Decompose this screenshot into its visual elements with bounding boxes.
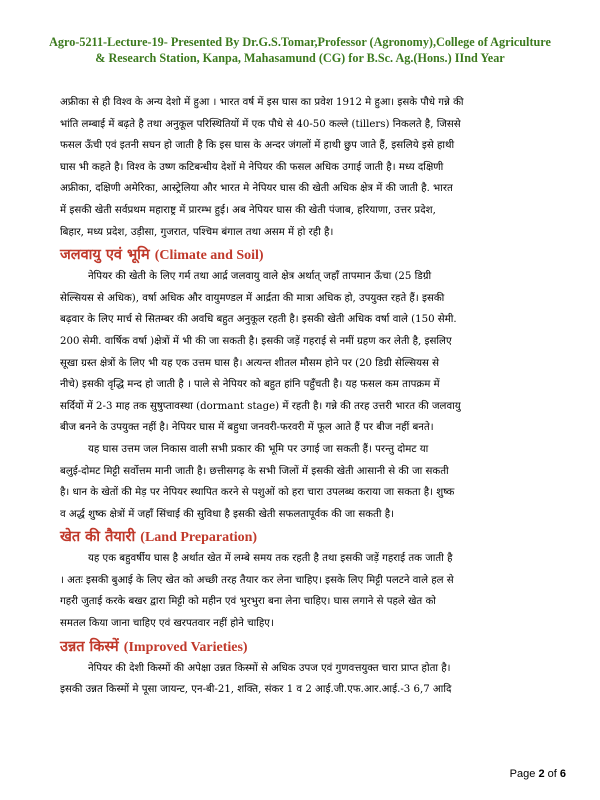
text-line: गहरी जुताई करके बखर द्वारा मिट्टी को महीन एवं भुरभुरा बना लेना चाहिए। घास लगाने से पहले खेत को [60,596,436,608]
heading-hindi: उन्नत किस्में [60,637,119,655]
page-number [510,768,566,780]
section-heading-climate [60,243,560,266]
heading-hindi: जलवायु एवं भूमि [60,246,150,264]
climate-paragraph-2 [60,439,560,525]
text-line: है। धान के खेतों की मेड़ पर नेपियर स्थापित करने से पशुओं को हरा चारा उपलब्ध कराया जा सकता है। शुष्क [60,487,455,499]
climate-paragraph-1 [60,266,560,439]
text-line: सेल्सियस से अधिक), वर्षा अधिक और वायुमण्डल में आर्द्रता की मात्रा अधिक हो, उपयुक्त रहते हैं। इसकी [60,292,445,304]
heading-hindi: खेत की तैयारी [60,528,136,546]
heading-english: (Climate and Soil) [154,248,264,264]
header-line-1: Agro-5211-Lecture-19- Presented By Dr.G.S.Tomar,Professor (Agronomy),College of Agriculture [49,35,551,49]
page-label: Page [509,768,536,780]
of-label: of [547,768,557,780]
text-line: में इसकी खेती सर्वप्रथम महाराष्ट्र में प्रारम्भ हुई। अब नेपियर घास की खेती पंजाब, हरियाणा, उत्तर प्रदेश, [60,204,436,216]
document-header [30,34,570,66]
text-line: इसकी उन्नत किस्मों मे पूसा जायन्ट, एन-बी-21, शक्ति, संकर 1 व 2 आई.जी.एफ.आर.आई.-3 6,7 आदि [60,684,452,696]
text-line: यह घास उत्तम जल निकास वाली सभी प्रकार की भूमि पर उगाई जा सकती हैं। परन्तु दोमट या [88,443,429,455]
text-line: बिहार, मध्य प्रदेश, उड़ीसा, गुजरात, पश्चिम बंगाल तथा असम में हो रही है। [60,226,334,238]
text-line: नीचे) इसकी वृद्धि मन्द हो जाती है । पाले से नेपियर को बहुत हांनि पहुँचती है। यह फसल कम तापक्रम में [60,379,440,391]
text-line: व अर्द्ध शुष्क क्षेत्रों में जहाँ सिंचाई की सुविधा है इसकी खेती सफलतापूर्वक की जा सकती है। [60,508,394,520]
land-paragraph [60,548,560,634]
text-line: घास भी कहते है। विश्व के उष्ण कटिबन्धीय देशों मे नेपियर की फसल अधिक उगाई जाती है। मध्य दक्षिणी [60,161,444,173]
text-line: 200 सेमी. वार्षिक वर्षा )क्षेत्रों में भी की जा सकती है। इसकी जड़ें गहराई से नमीं ग्रहण कर लेती है, इसलिए [60,335,452,347]
heading-english: (Land Preparation) [140,530,258,546]
text-line: नेपियर की खेती के लिए गर्म तथा आर्द्र जलवायु वाले क्षेत्र अर्थात् जहाँ तापमान ऊँचा (25 डिग्री [88,271,432,283]
heading-english: (Improved Varieties) [123,639,248,655]
intro-paragraph [60,92,560,243]
text-line: । अतः इसकी बुआई के लिए खेत को अच्छी तरह तैयार कर लेना चाहिए। इसके लिए मिट्टी पलटने वाले हल से [60,574,454,586]
text-line: अफ्रीका से ही विश्व के अन्य देशो में हुआ । भारत वर्ष में इस घास का प्रवेश 1912 मे हुआ। इसके पौधे गन्ने की [60,97,464,108]
total-pages: 6 [559,768,566,780]
text-line: सूखा ग्रस्त क्षेत्रों के लिए भी यह एक उत्तम घास है। अत्यन्त शीतल मौसम होने पर (20 डिग्री सेल्सियस से [60,357,440,369]
current-page: 2 [538,768,545,780]
text-line: बलुई-दोमट मिट्टी सर्वोत्तम मानी जाती है। छत्तीसगढ़ के सभी जिलों में इसकी खेती आसानी से की जा सकती [60,465,449,477]
text-line: नेपियर की देशी किस्मों की अपेक्षा उन्नत किस्मों से अधिक उपज एवं गुणवत्तयुक्त चारा प्राप्त होता है। [88,662,451,674]
text-line: अफ्रीका, दक्षिणी अमेरिका, आस्ट्रेलिया और भारत मे नेपियर घास की खेती अधिक क्षेत्र में की जाती है. भारत [60,183,453,195]
text-line: फसल ऊँची एवं इतनी सघन हो जाती है कि इस घास के अन्दर जंगलों में हाथी छुप जाते हैं, इसलिये इसे हाथी [60,140,455,152]
text-line: बढ़वार के लिए मार्च से सितम्बर की अवधि बहुत अनुकूल रहती है। इसकी खेती अधिक वर्षा वाले (150 सेमी. [60,314,457,326]
header-line-2: & Research Station, Kanpa, Mahasamund (CG) for B.Sc. Ag.(Hons.) IInd Year [95,51,505,65]
text-line: बीज बनने के उपयुक्त नहीं है। नेपियर घास में बहुधा जनवरी-फरवरी में फूल आते हैं पर बीज नहीं बनते। [60,422,434,434]
text-line: भांति लम्बाई में बढ़ते है तथा अनुकूल परिस्थितियों में एक पौधे से 40-50 कल्ले (tillers) निकलते है, जिससे [60,118,461,130]
section-heading-varieties [60,635,560,658]
section-heading-land-preparation [60,525,560,548]
page-content [60,92,560,701]
varieties-paragraph [60,658,560,701]
text-line: सर्दियों में 2-3 माह तक सुषुप्तावस्था (dormant stage) में रहती है। गन्ने की तरह उत्तरी भारत की जलवायु [60,400,461,412]
text-line: यह एक बहुवर्षीय घास है अर्थात खेत में लम्बे समय तक रहती है तथा इसकी जड़ें गहराई तक जाती है [88,553,453,565]
text-line: समतल किया जाना चाहिए एवं खरपतवार नहीं होने चाहिए। [60,618,274,630]
